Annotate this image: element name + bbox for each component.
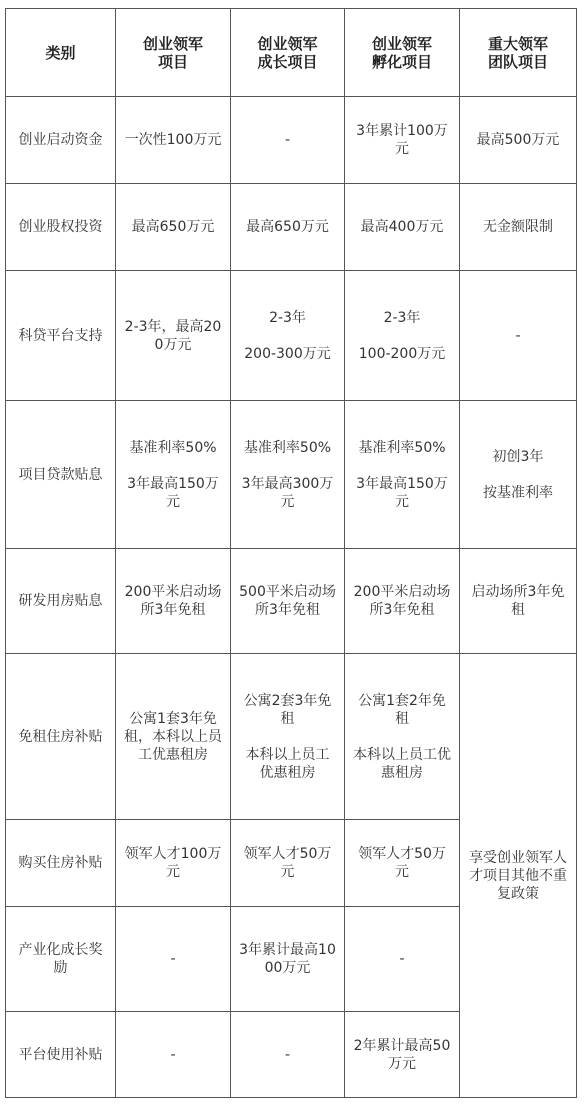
table-cell: 启动场所3年免租 [460, 549, 577, 654]
table-cell [231, 401, 345, 549]
table-cell: 无金额限制 [460, 184, 577, 271]
table-cell: 2-3年，最高200万元 [116, 271, 231, 401]
table-cell: 领军人才50万元 [345, 820, 460, 907]
table-cell: 领军人才100万元 [116, 820, 231, 907]
cell-line: 本科以上员工优惠租房 [245, 746, 330, 781]
table-cell: 3年累计最高1000万元 [231, 907, 345, 1012]
header-col-4: 重大领军 团队项目 [460, 9, 577, 97]
row-label: 购买住房补贴 [6, 820, 116, 907]
table-cell [231, 271, 345, 401]
header-col-2: 创业领军 成长项目 [231, 9, 345, 97]
cell-line: 3年最高300万元 [241, 475, 334, 510]
row-label: 项目贷款贴息 [6, 401, 116, 549]
table-cell: - [231, 1012, 345, 1098]
cell-line: 100-200万元 [358, 345, 446, 362]
cell-spacer [353, 728, 451, 746]
table-cell: 公寓1套3年免租，本科以上员工优惠租房 [116, 654, 231, 820]
table-cell [231, 654, 345, 820]
header-row [6, 9, 577, 97]
table-cell: 一次性100万元 [116, 97, 231, 184]
cell-spacer [468, 466, 568, 484]
row-label: 产业化成长奖励 [6, 907, 116, 1012]
cell-line: 按基准利率 [483, 484, 553, 501]
cell-spacer [353, 457, 451, 475]
cell-spacer [239, 327, 336, 345]
cell-line: 初创3年 [492, 448, 544, 465]
table-cell: - [231, 97, 345, 184]
table-cell: - [116, 907, 231, 1012]
policy-table [5, 8, 577, 1098]
cell-line: 本科以上员工优惠租房 [353, 746, 451, 781]
table-cell [345, 271, 460, 401]
table-row [6, 549, 577, 654]
table-row [6, 97, 577, 184]
row-label: 研发用房贴息 [6, 549, 116, 654]
table-cell: 最高650万元 [116, 184, 231, 271]
cell-line: 3年最高150万元 [356, 475, 448, 510]
table-cell: 200平米启动场所3年免租 [116, 549, 231, 654]
table-cell: 最高500万元 [460, 97, 577, 184]
cell-spacer [353, 327, 451, 345]
cell-line: 200-300万元 [244, 345, 331, 362]
row-label: 免租住房补贴 [6, 654, 116, 820]
row-label: 创业股权投资 [6, 184, 116, 271]
table-cell: - [460, 271, 577, 401]
table-row [6, 271, 577, 401]
header-category: 类别 [6, 9, 116, 97]
cell-spacer [239, 728, 336, 746]
header-col-3: 创业领军 孵化项目 [345, 9, 460, 97]
table-cell: 200平米启动场所3年免租 [345, 549, 460, 654]
table-cell: 最高650万元 [231, 184, 345, 271]
table-cell: 3年累计100万元 [345, 97, 460, 184]
cell-line: 公寓1套2年免租 [358, 692, 446, 727]
header-col-1: 创业领军 项目 [116, 9, 231, 97]
table-cell: - [345, 907, 460, 1012]
cell-line: 2-3年 [269, 309, 306, 326]
table-cell [345, 401, 460, 549]
cell-spacer [239, 457, 336, 475]
table-cell: 500平米启动场所3年免租 [231, 549, 345, 654]
cell-line: 2-3年 [383, 309, 421, 326]
table-row [6, 401, 577, 549]
cell-line: 3年最高150万元 [127, 475, 219, 510]
table-cell [116, 401, 231, 549]
table-cell: - [116, 1012, 231, 1098]
cell-line: 基准利率50% [243, 439, 332, 456]
row-label: 平台使用补贴 [6, 1012, 116, 1098]
table-cell: 最高400万元 [345, 184, 460, 271]
table-row [6, 654, 577, 820]
cell-line: 基准利率50% [129, 439, 217, 456]
row-label: 科贷平台支持 [6, 271, 116, 401]
table-cell [345, 654, 460, 820]
table-cell: 领军人才50万元 [231, 820, 345, 907]
row-label: 创业启动资金 [6, 97, 116, 184]
merged-cell: 享受创业领军人才项目其他不重复政策 [460, 654, 577, 1098]
table-row [6, 184, 577, 271]
cell-spacer [124, 457, 222, 475]
cell-line: 公寓2套3年免租 [243, 692, 332, 727]
table-cell [460, 401, 577, 549]
cell-line: 基准利率50% [358, 439, 446, 456]
table-cell: 2年累计最高50万元 [345, 1012, 460, 1098]
